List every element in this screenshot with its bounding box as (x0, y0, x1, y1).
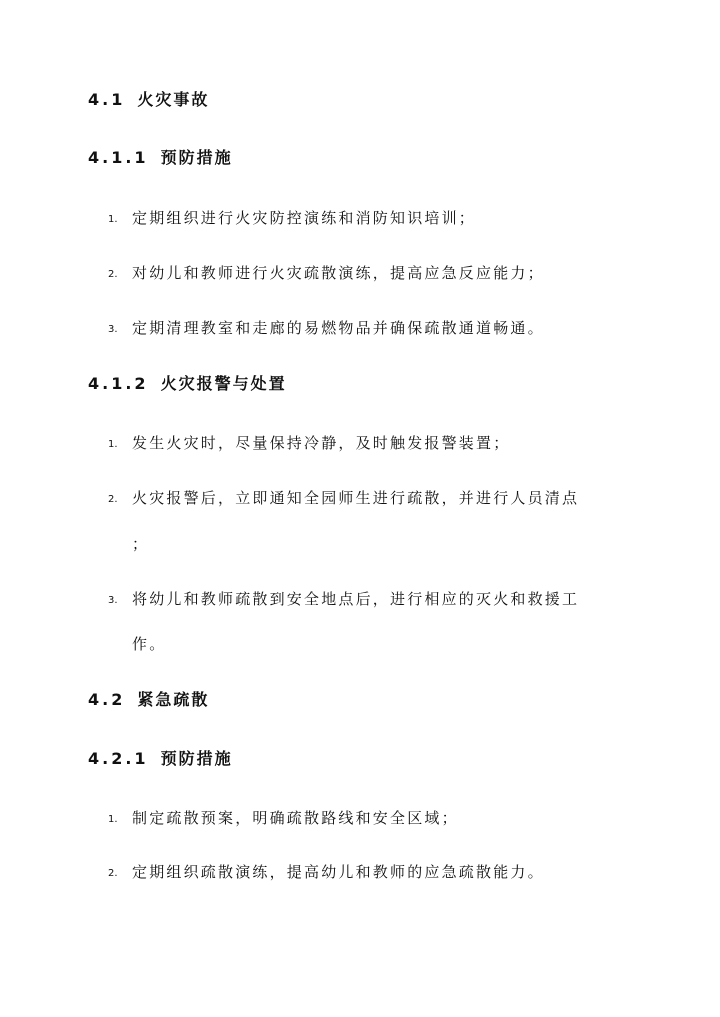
list-marker: 1. (108, 814, 118, 825)
list-marker: 1. (108, 439, 118, 450)
subsection-number: 4.2.1 (88, 749, 149, 768)
section-heading (88, 90, 720, 110)
list-item-text: 将幼儿和教师疏散到安全地点后，进行相应的灭火和救援工 (132, 590, 580, 608)
section-number: 4.2 (88, 690, 126, 709)
list-item (108, 433, 720, 455)
subsection-number: 4.1.1 (88, 148, 149, 167)
section-title: 紧急疏散 (137, 690, 210, 709)
subsection-title: 火灾报警与处置 (160, 374, 287, 393)
subsection-heading (88, 374, 720, 394)
list-item-text: 定期组织进行火灾防控演练和消防知识培训； (132, 209, 477, 227)
list-item-text: 制定疏散预案，明确疏散路线和安全区域； (132, 809, 459, 827)
list-item-continuation: 作。 (132, 635, 167, 653)
list-item-text: 定期清理教室和走廊的易燃物品并确保疏散通道畅通。 (132, 319, 545, 337)
section-number: 4.1 (88, 90, 126, 109)
list-marker: 2. (108, 494, 118, 505)
subsection-number: 4.1.2 (88, 374, 149, 393)
subsection-heading (88, 148, 720, 168)
list-marker: 3. (108, 595, 118, 606)
list-marker: 2. (108, 269, 118, 280)
list-item-text: 发生火灾时，尽量保持冷静，及时触发报警装置； (132, 434, 511, 452)
list-item (108, 318, 720, 340)
subsection-title: 预防措施 (160, 148, 233, 167)
list-item (108, 488, 720, 510)
section-title: 火灾事故 (137, 90, 210, 109)
list-item-continuation: ； (132, 535, 150, 553)
list-item (108, 589, 720, 611)
list-marker: 3. (108, 324, 118, 335)
list-item (108, 263, 720, 285)
list-item-text: 对幼儿和教师进行火灾疏散演练，提高应急反应能力； (132, 264, 545, 282)
list-marker: 1. (108, 214, 118, 225)
list-marker: 2. (108, 868, 118, 879)
list-item-text: 火灾报警后，立即通知全园师生进行疏散，并进行人员清点 (132, 489, 580, 507)
subsection-title: 预防措施 (160, 749, 233, 768)
list-item-text: 定期组织疏散演练，提高幼儿和教师的应急疏散能力。 (132, 863, 545, 881)
section-heading (88, 690, 720, 710)
list-item (108, 208, 720, 230)
list-item (108, 862, 720, 884)
list-item (108, 808, 720, 830)
subsection-heading (88, 749, 720, 769)
